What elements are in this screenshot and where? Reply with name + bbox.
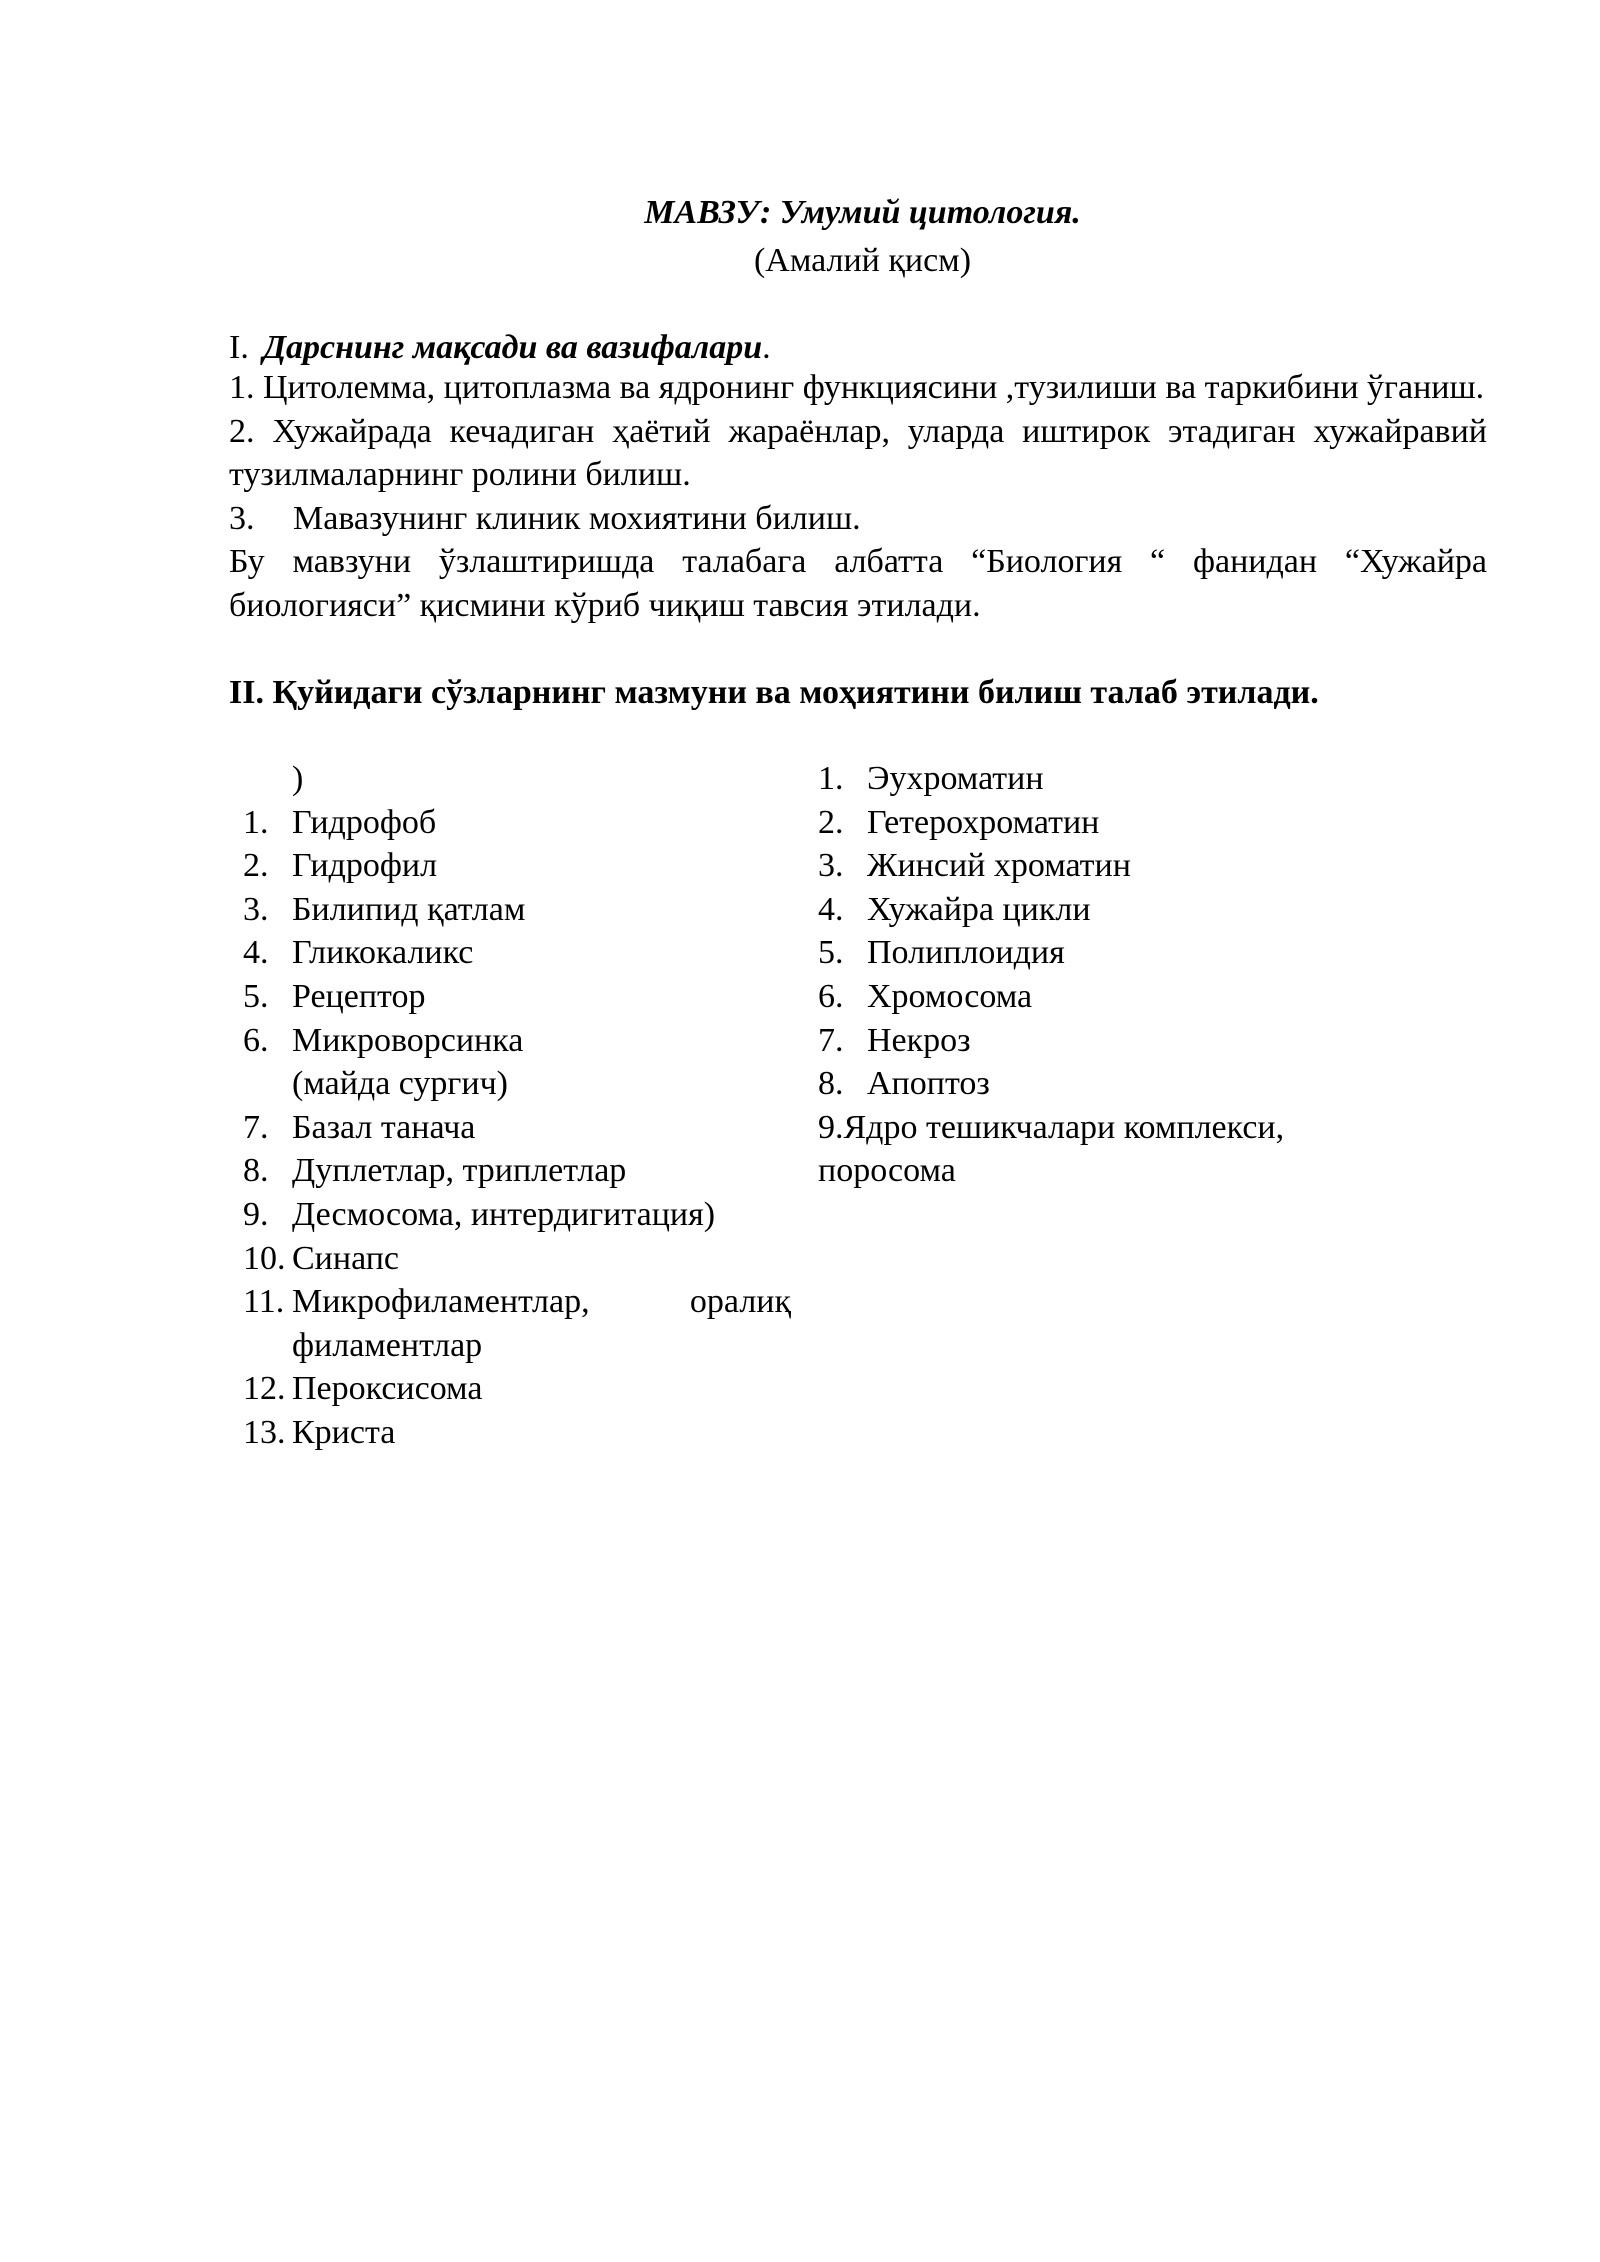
list-item-text: Микроворсинка <box>292 1021 524 1059</box>
list-item <box>243 844 791 888</box>
list-item-number: 3. <box>818 847 844 885</box>
list-item-number: 2. <box>818 803 844 841</box>
list-item <box>243 1237 791 1281</box>
list-item-number: 2. <box>243 847 269 885</box>
term-list-right <box>818 757 1378 1193</box>
list-item-number: 10. <box>243 1239 286 1277</box>
list-item-number: 4. <box>818 890 844 928</box>
list-item <box>243 1411 791 1455</box>
goal-1: 1. Цитолемма, цитоплазма ва ядронинг функциясини ,тузилиши ва таркибини ўганиш. <box>229 369 1485 406</box>
goal-2: 2. Хужайрада кечадиган ҳаётий жараёнлар, уларда иштирок этадиган хужайравий тузилмаларнинг ролини билиш. <box>229 412 1487 494</box>
left-list-first-line <box>243 757 791 801</box>
list-item <box>243 1019 791 1063</box>
list-item-text: Некроз <box>867 1021 971 1059</box>
list-item-text: филаментлар <box>292 1326 483 1364</box>
section-2-heading: II. Қуйидаги сўзларнинг мазмуни ва моҳиятини билиш талаб этилади. <box>229 674 1319 711</box>
list-item-number: 9. <box>243 1195 269 1233</box>
list-item <box>243 888 791 932</box>
list-item <box>243 801 791 845</box>
list-item-number: 5. <box>243 977 269 1015</box>
list-item-text: Гетерохроматин <box>867 803 1100 841</box>
page-title: МАВЗУ: Умумий цитология. <box>644 194 1081 231</box>
list-item-text: Рецептор <box>292 977 426 1015</box>
list-item-number <box>243 1062 292 1106</box>
list-item-number: 6. <box>818 977 844 1015</box>
list-item-number: 3. <box>243 890 269 928</box>
list-item-text: Хужайра цикли <box>867 890 1091 928</box>
list-item <box>818 801 1378 845</box>
list-item-text: Дуплетлар, триплетлар <box>292 1152 627 1190</box>
list-item <box>818 931 1378 975</box>
study-note: Бу мавзуни ўзлаштиришда талабага албатта “Биология “ фанидан “Хужайра биологияси” қисмини кўриб чиқиш тавсия этилади. <box>229 543 1487 624</box>
page-subtitle: (Амалий қисм) <box>753 242 972 279</box>
list-item-text: Эухроматин <box>867 760 1044 797</box>
list-item <box>818 1062 1378 1106</box>
list-item-9-continuation: поросома <box>818 1152 956 1190</box>
list-item <box>243 975 791 1019</box>
list-item <box>243 1149 791 1193</box>
term-list-left <box>243 757 791 1455</box>
list-item-number: 1. <box>243 803 269 841</box>
goal-3-number: 3. <box>229 499 255 537</box>
list-item-number: 8. <box>818 1065 844 1103</box>
list-item-text: Микрофиламентлар, оралиқ <box>292 1283 791 1321</box>
list-item <box>243 1280 791 1324</box>
goal-3-text: Мавазунинг клиник мохиятини билиш. <box>293 499 861 537</box>
list-item-number: 7. <box>243 1108 269 1146</box>
list-item <box>243 1193 791 1237</box>
list-item-text: Криста <box>292 1413 396 1451</box>
left-list-first-line-text: ) <box>292 760 304 797</box>
list-item-number: 6. <box>243 1021 269 1059</box>
list-item-9: 9.Ядро тешикчалари комплекси, <box>818 1108 1285 1146</box>
goal-3 <box>229 497 1487 541</box>
list-item-continuation <box>243 1062 791 1106</box>
section-1-heading-text: Дарснинг мақсади ва вазифалари <box>262 329 763 366</box>
list-item <box>243 931 791 975</box>
list-item-number: 11. <box>243 1283 285 1321</box>
list-item <box>243 1367 791 1411</box>
list-item-number: 1. <box>818 760 844 797</box>
list-item-number <box>243 1324 292 1368</box>
list-item-text: (майда сургич) <box>292 1065 508 1103</box>
section-1-roman: I. <box>229 329 249 366</box>
list-item-continuation <box>243 1324 791 1368</box>
list-item-number: 12. <box>243 1370 286 1408</box>
list-item-text: Гидрофил <box>292 847 438 885</box>
list-item-text: Гликокаликс <box>292 934 474 972</box>
list-item-text: Полиплоидия <box>867 934 1065 972</box>
list-item-number: 5. <box>818 934 844 972</box>
list-item <box>818 975 1378 1019</box>
list-item-text: Пероксисома <box>292 1370 483 1408</box>
goals-block <box>229 366 1487 628</box>
list-item <box>818 757 1378 801</box>
list-item-number: 13. <box>243 1413 286 1451</box>
list-item-text: Жинсий хроматин <box>867 847 1131 885</box>
list-item <box>243 1106 791 1150</box>
section-1-heading-punct: . <box>762 329 771 366</box>
list-item <box>818 844 1378 888</box>
list-item-text: Апоптоз <box>867 1065 990 1103</box>
list-item-text: Гидрофоб <box>292 803 437 841</box>
list-item-text: Билипид қатлам <box>292 890 526 928</box>
list-item-text: Хромосома <box>867 977 1033 1015</box>
list-item-number: 4. <box>243 934 269 972</box>
list-item-number: 7. <box>818 1021 844 1059</box>
list-item-text: Базал танача <box>292 1108 476 1146</box>
list-item-text: Десмосома, интердигитация) <box>292 1195 716 1233</box>
list-item <box>818 888 1378 932</box>
list-item-text: Синапс <box>292 1239 399 1277</box>
list-item-number: 8. <box>243 1152 269 1190</box>
list-item <box>818 1019 1378 1063</box>
